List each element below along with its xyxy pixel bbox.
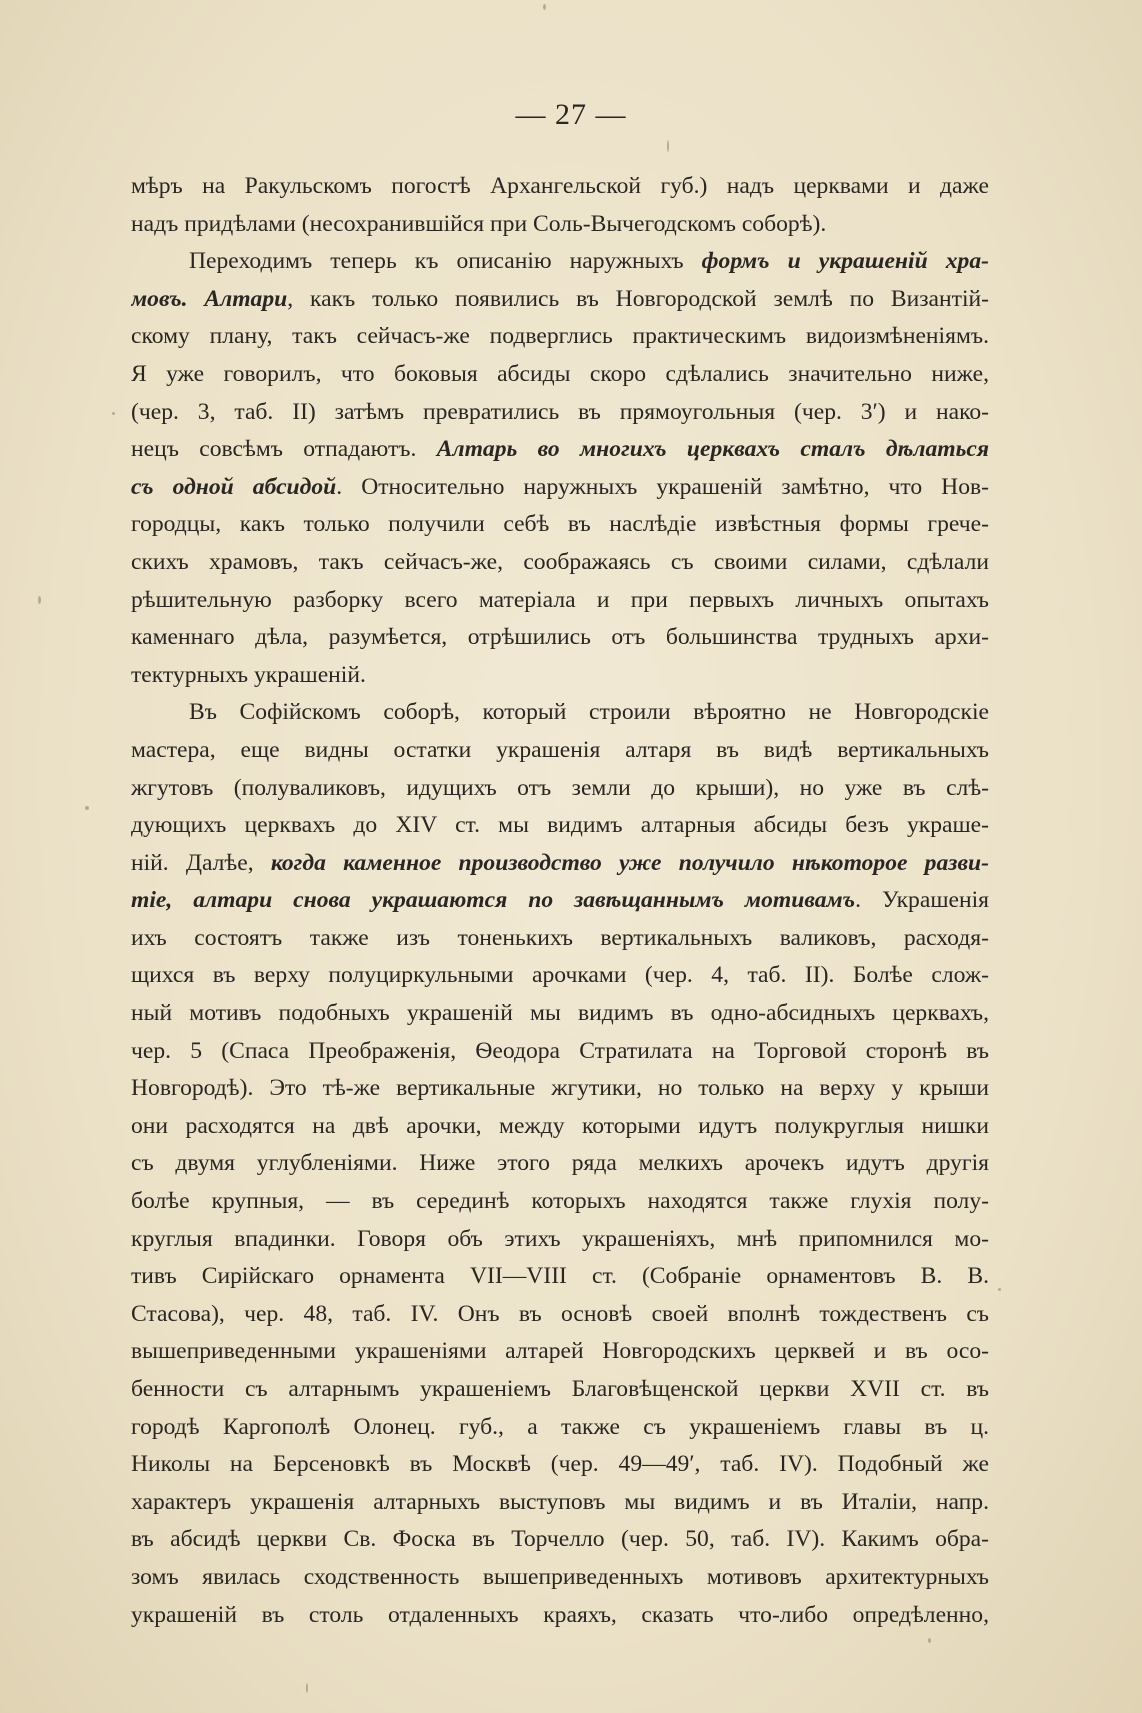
text-run: скихъ храмовъ, такъ сейчасъ-же, соображаясь съ своими силами, сдѣлали	[131, 548, 989, 575]
emphasized-text: когда каменное производство уже получило нѣкоторое разви-	[270, 849, 989, 876]
text-line	[131, 544, 989, 582]
text-line	[131, 882, 989, 920]
text-line	[131, 243, 989, 281]
text-run: дующихъ церквахъ до XIV ст. мы видимъ алтарныя абсиды безъ украше-	[131, 812, 989, 839]
text-run: рѣшительную разборку всего матеріала и при первыхъ личныхъ опытахъ	[131, 586, 989, 613]
text-run: вышеприведенными украшеніями алтарей Новгородскихъ церквей и въ осо-	[131, 1338, 989, 1365]
paper-speck	[998, 1288, 1001, 1291]
text-line	[131, 1145, 989, 1183]
text-run: жгутовъ (полуваликовъ, идущихъ отъ земли до крыши), но уже въ слѣ-	[131, 774, 989, 801]
text-line	[131, 1183, 989, 1221]
text-line	[131, 1371, 989, 1409]
text-line	[131, 770, 989, 808]
text-line	[131, 431, 989, 469]
text-line	[131, 1108, 989, 1146]
text-run: скому плану, такъ сейчасъ-же подверглись практическимъ видоизмѣненіямъ.	[131, 323, 989, 350]
text-run: Новгородѣ). Это тѣ-же вертикальные жгутики, но только на верху у крыши	[131, 1075, 989, 1102]
text-run: городѣ Каргополѣ Олонец. губ., а также съ украшеніемъ главы въ ц.	[131, 1413, 989, 1440]
text-line	[131, 1446, 989, 1484]
emphasized-text: съ одной абсидой	[131, 473, 337, 500]
paper-speck	[928, 1638, 931, 1643]
text-line	[131, 1258, 989, 1296]
text-line	[131, 1221, 989, 1259]
text-run: каменнаго дѣла, разумѣется, отрѣшились отъ большинства трудныхъ архи-	[131, 624, 989, 651]
text-run: надъ придѣлами (несохранившійся при Соль-Вычегодскомъ соборѣ).	[131, 210, 827, 237]
paper-speck	[306, 1683, 308, 1693]
text-run: мѣръ на Ракульскомъ погостѣ Архангельской губ.) надъ церквами и даже	[131, 173, 989, 199]
text-run: . Относительно наружныхъ украшеній замѣтно, что Нов-	[336, 473, 989, 500]
text-run: они расходятся на двѣ арочки, между которыми идутъ полукруглыя нишки	[131, 1112, 989, 1139]
text-run: мастера, еще видны остатки украшенія алтаря въ видѣ вертикальныхъ	[131, 736, 989, 763]
text-run: щихся въ верху полуциркульными арочками (чер. 4, таб. II). Болѣе слож-	[131, 962, 989, 989]
text-run: характеръ украшенія алтарныхъ выступовъ мы видимъ и въ Италіи, напр.	[131, 1488, 989, 1515]
text-run: чер. 5 (Спаса Преображенія, Ѳеодора Стратилата на Торговой сторонѣ въ	[131, 1037, 989, 1064]
text-run: ній. Далѣе,	[131, 849, 271, 876]
text-run: нецъ совсѣмъ отпадаютъ.	[131, 436, 437, 463]
text-run: болѣе крупныя, — въ серединѣ которыхъ находятся также глухія полу-	[131, 1188, 989, 1215]
emphasized-text: тіе, алтари снова украшаются по завѣщаннымъ мотивамъ	[131, 887, 856, 914]
body-text	[131, 168, 989, 1634]
text-line	[131, 1484, 989, 1522]
text-line	[131, 732, 989, 770]
emphasized-text: мовъ. Алтари	[131, 285, 288, 312]
text-line	[131, 206, 989, 244]
text-line	[131, 807, 989, 845]
text-line	[131, 1559, 989, 1597]
text-run: украшеній въ столь отдаленныхъ краяхъ, сказать что-либо опредѣленно,	[131, 1601, 989, 1628]
text-line	[131, 506, 989, 544]
text-line	[131, 845, 989, 883]
text-line	[131, 957, 989, 995]
text-run: тектурныхъ украшеній.	[131, 661, 366, 688]
text-run: ный мотивъ подобныхъ украшеній мы видимъ въ одно-абсидныхъ церквахъ,	[131, 1000, 989, 1027]
text-line	[131, 168, 989, 206]
paper-speck	[85, 806, 89, 810]
text-line	[131, 1521, 989, 1559]
text-line	[131, 394, 989, 432]
paper-speck	[38, 596, 41, 604]
text-run: Переходимъ теперь къ описанію наружныхъ	[189, 248, 702, 275]
text-run: Стасова), чер. 48, таб. IV. Онъ въ основѣ своей вполнѣ тождественъ съ	[131, 1300, 989, 1327]
text-run: бенности съ алтарнымъ украшеніемъ Благовѣщенской церкви XVII ст. въ	[131, 1376, 989, 1402]
text-line	[131, 281, 989, 319]
text-line	[131, 1070, 989, 1108]
text-run: Николы на Берсеновкѣ въ Москвѣ (чер. 49—49′, таб. IV). Подобный же	[131, 1451, 989, 1478]
text-line	[131, 1409, 989, 1447]
text-line	[131, 920, 989, 958]
text-run: Я уже говорилъ, что боковыя абсиды скоро сдѣлались значительно ниже,	[131, 360, 989, 387]
text-line	[131, 1333, 989, 1371]
text-run: . Украшенія	[855, 887, 989, 914]
paper-speck	[667, 140, 669, 152]
paper-speck	[112, 412, 115, 415]
text-line	[131, 657, 989, 695]
text-line	[131, 694, 989, 732]
page-number: — 27 —	[515, 98, 627, 131]
text-run: зомъ явилась сходственность вышеприведенныхъ мотивовъ архитектурныхъ	[131, 1563, 989, 1590]
text-run: (чер. 3, таб. II) затѣмъ превратились въ прямоугольныя (чер. 3′) и нако-	[131, 398, 989, 425]
text-run: ихъ состоятъ также изъ тоненькихъ вертикальныхъ валиковъ, расходя-	[131, 924, 989, 951]
emphasized-text: формъ и украшеній хра-	[701, 248, 989, 275]
text-run: круглыя впадинки. Говоря объ этихъ украшеніяхъ, мнѣ припомнился мо-	[131, 1225, 989, 1252]
text-line	[131, 1296, 989, 1334]
text-run: тивъ Сирійскаго орнамента VII—VIII ст. (Собраніе орнаментовъ В. В.	[131, 1263, 989, 1290]
text-line	[131, 469, 989, 507]
text-line	[131, 995, 989, 1033]
paper-speck	[543, 4, 546, 10]
text-run: въ абсидѣ церкви Св. Фоска въ Торчелло (чер. 50, таб. IV). Какимъ обра-	[131, 1526, 989, 1553]
text-run: городцы, какъ только получили себѣ въ наслѣдіе извѣстныя формы грече-	[131, 511, 989, 538]
text-line	[131, 1033, 989, 1071]
text-run: съ двумя углубленіями. Ниже этого ряда мелкихъ арочекъ идутъ другія	[131, 1150, 989, 1177]
emphasized-text: Алтарь во многихъ церквахъ сталъ дѣлаться	[436, 436, 989, 463]
text-run: , какъ только появились въ Новгородской землѣ по Византій-	[287, 285, 989, 312]
text-line	[131, 582, 989, 620]
text-line	[131, 318, 989, 356]
text-line	[131, 356, 989, 394]
text-run: Въ Софійскомъ соборѣ, который строили вѣроятно не Новгородскіе	[189, 699, 989, 726]
text-line	[131, 1597, 989, 1635]
text-line	[131, 619, 989, 657]
